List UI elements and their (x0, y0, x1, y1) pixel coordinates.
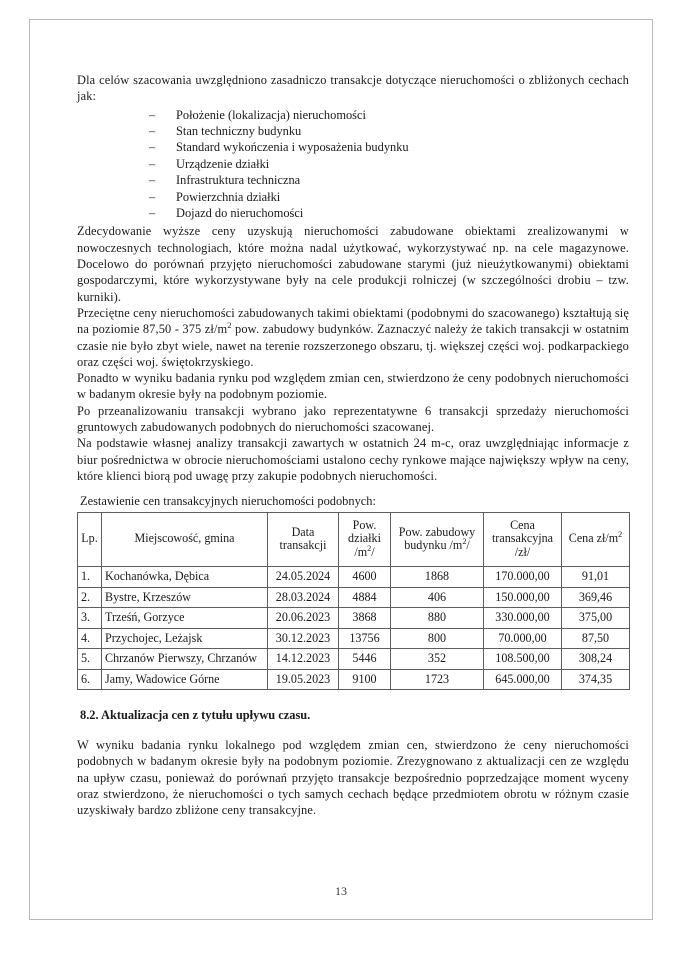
cell-locality: Chrzanów Pierwszy, Chrzanów (102, 649, 268, 670)
table-caption: Zestawienie cen transakcyjnych nieruchomości podobnych: (80, 494, 376, 509)
list-item (149, 156, 629, 172)
cell-building-area: 352 (391, 649, 484, 670)
cell-price: 645.000,00 (484, 669, 562, 690)
cell-lp: 4. (78, 628, 102, 649)
cell-plot-area: 3868 (339, 608, 391, 629)
list-item-label: Urządzenie działki (176, 156, 270, 171)
col-header-building-area: Pow. zabudowy budynku $/m^2/$ (391, 513, 484, 567)
cell-price: 108.500,00 (484, 649, 562, 670)
col-header-date: Data transakcji (268, 513, 339, 567)
cell-lp: 5. (78, 649, 102, 670)
cell-price: 330.000,00 (484, 608, 562, 629)
body-paragraph-4: Po przeanalizowaniu transakcji wybrano jako reprezentatywne 6 transakcji sprzedaży nieruchomości gruntowych zabudowanych podobnych do nieruchomości szacowanej. (77, 403, 629, 434)
list-item (149, 123, 629, 139)
list-dash: – (149, 206, 156, 221)
cell-plot-area: 4600 (339, 567, 391, 588)
cell-unit-price: 308,24 (562, 649, 630, 670)
cell-unit-price: 91,01 (562, 567, 630, 588)
list-dash: – (149, 140, 156, 155)
cell-building-area: 406 (391, 587, 484, 608)
cell-locality: Bystre, Krzeszów (102, 587, 268, 608)
cell-building-area: 1723 (391, 669, 484, 690)
table-row (78, 567, 630, 588)
document-page (29, 19, 653, 920)
cell-lp: 6. (78, 669, 102, 690)
unit-price-label: Cena $zł/m^2$ (568, 530, 623, 546)
table-row (78, 628, 630, 649)
list-dash: – (149, 173, 156, 188)
list-dash: – (149, 189, 156, 204)
cell-plot-area: 5446 (339, 649, 391, 670)
cell-date: 30.12.2023 (268, 628, 339, 649)
cell-date: 28.03.2024 (268, 587, 339, 608)
col-header-lp: Lp. (78, 513, 102, 567)
list-item (149, 205, 629, 221)
cell-locality: Kochanówka, Dębica (102, 567, 268, 588)
body-paragraph-5: Na podstawie własnej analizy transakcji zawartych w ostatnich 24 m-c, oraz uwzględniając informacje z biur pośrednictwa w obrocie nieruchomościami ustalono cechy rynkowe mające największy wpływ na ceny, które klienci biorą pod uwagę przy zakupie podobnych nieruchomości. (77, 436, 629, 483)
cell-plot-area: 13756 (339, 628, 391, 649)
cell-price: 150.000,00 (484, 587, 562, 608)
list-item-label: Infrastruktura techniczna (176, 173, 301, 188)
cell-building-area: 800 (391, 628, 484, 649)
table-row (78, 669, 630, 690)
transactions-table (77, 512, 630, 690)
col-header-plot-area: Pow. działki $/m^2/$ (339, 513, 391, 567)
page-content (77, 72, 629, 819)
col-header-unit-price (562, 513, 630, 567)
body-paragraph-3: Ponadto w wyniku badania rynku pod względem zmian cen, stwierdzono że ceny podobnych nieruchomości w badanym okresie były na podobnym poziomie. (77, 371, 629, 402)
table-row (78, 649, 630, 670)
section-body: W wyniku badania rynku lokalnego pod względem zmian cen, stwierdzono że ceny nieruchomości podobnych w badanym okresie były na podobnym poziomie. Zrezygnowano z aktualizacji cen ze względu na upływ czasu, ponieważ do porównań przyjęto transakcje bezpośrednio poprzedzające moment wyceny oraz stwierdzono, że nieruchomości o tych samych cechach będące przedmiotem obrotu w różnym czasie uzyskiwały bardzo zbliżone ceny transakcyjne. (77, 738, 629, 818)
body-paragraph-1: Zdecydowanie wyższe ceny uzyskują nieruchomości zabudowane obiektami zrealizowanymi w nowoczesnych technologiach, które można nadal użytkować, wykorzystywać np. na cele magazynowe. Docelowo do porównań przyjęto nieruchomości zabudowane starymi (już nieużytkowanymi) obiektami gospodarczymi, które wykorzystywane były na cele produkcji rolniczej (w szczególności drobiu – tzw. kurniki). (77, 224, 629, 304)
list-item-label: Stan techniczny budynku (176, 124, 302, 138)
body-paragraph-2: Przeciętne ceny nieruchomości zabudowanych takimi obiektami (podobnymi do szacowanego) kształtują się na poziomie 87,50 - 375 $zł/m^2$ pow. zabudowy budynków. Zaznaczyć należy że takich transakcji w ostatnim czasie nie było zbyt wiele, nawet na terenie rozszerzonego obszaru, tj. większej części woj. podkarpackiego oraz części woj. świętokrzyskiego. (77, 305, 629, 369)
cell-unit-price: 375,00 (562, 608, 630, 629)
list-item-label: Powierzchnia działki (176, 189, 281, 204)
cell-unit-price: 87,50 (562, 628, 630, 649)
cell-lp: 2. (78, 587, 102, 608)
list-item (149, 139, 629, 155)
list-item-label: Dojazd do nieruchomości (176, 206, 304, 221)
cell-date: 20.06.2023 (268, 608, 339, 629)
cell-building-area: 1868 (391, 567, 484, 588)
cell-unit-price: 374,35 (562, 669, 630, 690)
col-header-price: Cena transakcyjna /zł/ (484, 513, 562, 567)
list-dash: – (149, 124, 156, 138)
col-header-locality: Miejscowość, gmina (102, 513, 268, 567)
list-item-label: Położenie (lokalizacja) nieruchomości (176, 107, 366, 122)
cell-building-area: 880 (391, 608, 484, 629)
cell-lp: 1. (78, 567, 102, 588)
cell-lp: 3. (78, 608, 102, 629)
cell-price: 70.000,00 (484, 628, 562, 649)
list-item (149, 172, 629, 188)
intro-paragraph: Dla celów szacowania uwzględniono zasadniczo transakcje dotyczące nieruchomości o zbliżonych cechach jak: (77, 73, 629, 104)
cell-plot-area: 4884 (339, 587, 391, 608)
cell-locality: Przychojec, Leżajsk (102, 628, 268, 649)
cell-plot-area: 9100 (339, 669, 391, 690)
feature-list (77, 107, 629, 222)
section-heading: 8.2. Aktualizacja cen z tytułu upływu czasu. (80, 708, 311, 723)
building-area-unit: budynku $/m^2/$ (404, 537, 470, 553)
list-dash: – (149, 107, 156, 122)
table-row (78, 587, 630, 608)
list-item-label: Standard wykończenia i wyposażenia budynku (176, 140, 409, 155)
cell-price: 170.000,00 (484, 567, 562, 588)
list-dash: – (149, 156, 156, 171)
cell-date: 24.05.2024 (268, 567, 339, 588)
cell-locality: Jamy, Wadowice Górne (102, 669, 268, 690)
table-header-row (78, 513, 630, 567)
list-item (149, 107, 629, 123)
page-number: 13 (335, 884, 347, 898)
plot-area-unit: $/m^2/$ (354, 543, 375, 559)
cell-locality: Trześń, Gorzyce (102, 608, 268, 629)
table-body (78, 567, 630, 690)
list-item (149, 189, 629, 205)
cell-date: 14.12.2023 (268, 649, 339, 670)
table-row (78, 608, 630, 629)
cell-date: 19.05.2023 (268, 669, 339, 690)
cell-unit-price: 369,46 (562, 587, 630, 608)
